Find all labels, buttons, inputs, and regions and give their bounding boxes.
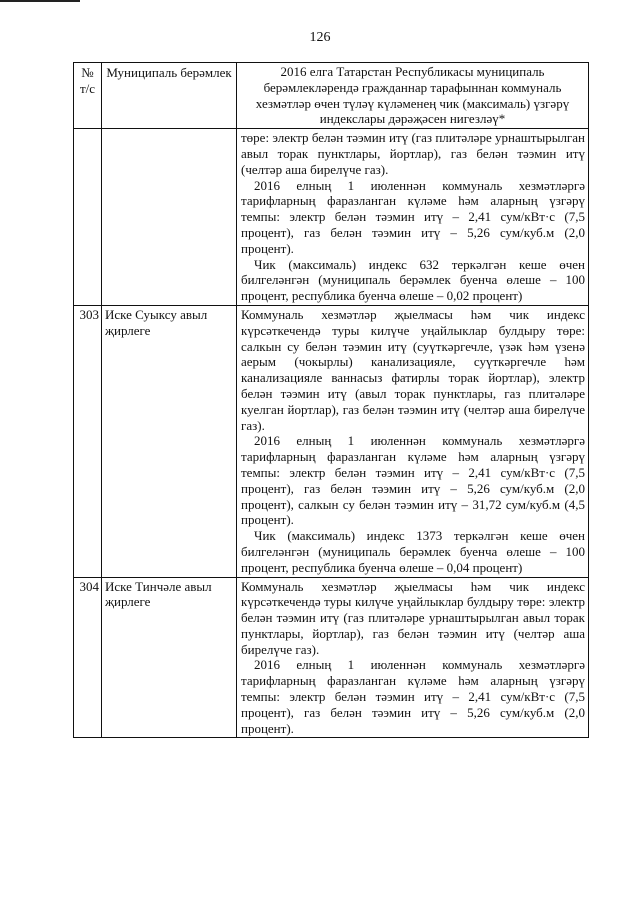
description-paragraph: Коммуналь хезмәтләр җыелмасы һәм чик индекс күрсәткечендә туры килүче уңайлыклар булдыру төре: электр белән тәэмин итү (газ плитәләре урнаштырылган авыл торак пунктлары, йортлар), газ белән тәэмин итү (челтәр аша бирелүче газ).	[241, 578, 585, 657]
continuation-number-cell	[74, 129, 102, 306]
tariff-index-table	[73, 62, 589, 738]
row-number: 303	[74, 305, 102, 577]
header-municipality: Муниципаль берәмлек	[102, 63, 237, 129]
description-paragraph: Коммуналь хезмәтләр җыелмасы һәм чик индекс күрсәткечендә туры килүче уңайлыклар булдыру төре: салкын су белән тәэмин итү (суүткәргечле, үзәк һәм үзенә аерым (чокырлы) канализацияле, суүткәргечле һәм канализацияле ваннасыз фатирлы торак йортлар), электр белән тәэмин итү (авыл торак пунктлары, газ плитәләре куелган йортлар), газ белән тәэмин итү (челтәр аша бирелүче газ).	[241, 306, 585, 433]
header-number: № т/с	[74, 63, 102, 129]
continuation-municipality-cell	[102, 129, 237, 306]
table-row	[74, 305, 589, 577]
description-paragraph: Чик (максималь) индекс 1373 теркәлгән кеше өчен билгеләнгән (муниципаль берәмлек буенча өлеше – 100 процент, республика буенча өлеше – 0,04 процент)	[241, 528, 585, 575]
table-header-row	[74, 63, 589, 129]
header-description: 2016 елга Татарстан Республикасы муниципаль берәмлекләрендә гражданнар тарафыннан коммуналь хезмәтләр өчен түләү күләменең чик (максималь) үзгәрү индекслары дәрәҗәсен нигезләү*	[237, 63, 589, 129]
description-paragraph: 2016 елның 1 июленнән коммуналь хезмәтләргә тарифларның фаразланган күләме һәм аларның үзгәрү темпы: электр белән тәэмин итү – 2,41 сум/кВт·с (7,5 процент), газ белән тәэмин итү – 5,26 сум/куб.м (2,0 процент).	[241, 657, 585, 736]
continuation-row	[74, 129, 589, 306]
continuation-description-cell	[237, 129, 589, 306]
row-municipality: Иске Тинчәле авыл җирлеге	[102, 577, 237, 738]
page-number: 126	[309, 30, 331, 45]
row-municipality: Иске Суыксу авыл җирлеге	[102, 305, 237, 577]
row-description	[237, 577, 589, 738]
top-edge-line	[0, 0, 80, 2]
description-paragraph: төре: электр белән тәэмин итү (газ плитәләре урнаштырылган авыл торак пунктлары, йортлар), газ белән тәэмин итү (челтәр аша бирелүче газ).	[241, 130, 585, 177]
description-paragraph: 2016 елның 1 июленнән коммуналь хезмәтләргә тарифларның фаразланган күләме һәм аларның үзгәрү темпы: электр белән тәэмин итү – 2,41 сум/кВт·с (7,5 процент), газ белән тәэмин итү – 5,26 сум/куб.м (2,0 процент), салкын су белән тәэмин итү – 31,72 сум/куб.м (4,5 процент).	[241, 433, 585, 528]
row-description	[237, 305, 589, 577]
description-paragraph: 2016 елның 1 июленнән коммуналь хезмәтләргә тарифларның фаразланган күләме һәм аларның үзгәрү темпы: электр белән тәэмин итү – 2,41 сум/кВт·с (7,5 процент), газ белән тәэмин итү – 5,26 сум/куб.м (2,0 процент).	[241, 177, 585, 256]
row-number: 304	[74, 577, 102, 738]
description-paragraph: Чик (максималь) индекс 632 теркәлгән кеше өчен билгеләнгән (муниципаль берәмлек буенча өлеше – 100 процент, республика буенча өлеше – 0,02 процент)	[241, 256, 585, 304]
table-row	[74, 577, 589, 738]
